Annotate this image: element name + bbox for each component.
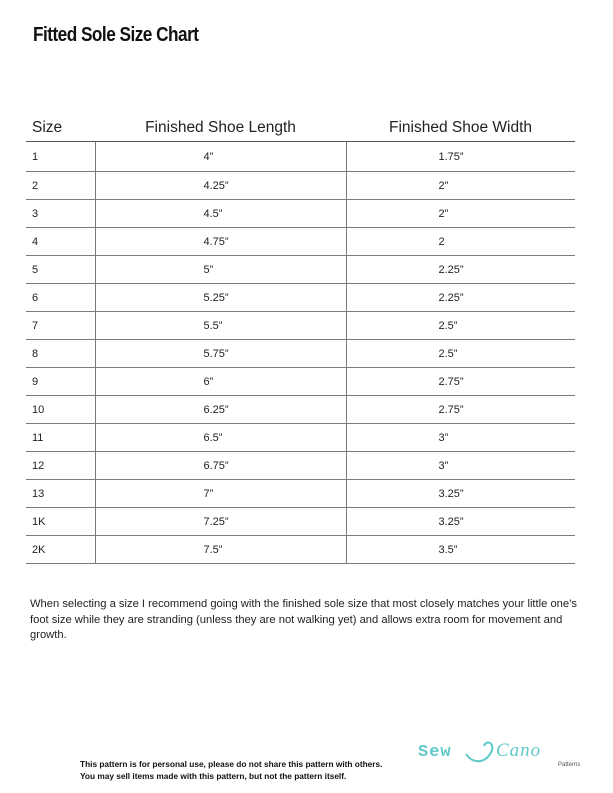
table-row	[26, 480, 575, 508]
width-cell: 1.75”	[346, 142, 575, 172]
width-cell: 3.5”	[346, 536, 575, 564]
logo-text-left: Sew	[418, 743, 452, 762]
table-row	[26, 200, 575, 228]
size-cell: 1K	[26, 508, 95, 536]
table-row	[26, 424, 575, 452]
size-cell: 4	[26, 228, 95, 256]
table-row	[26, 452, 575, 480]
size-cell: 2	[26, 172, 95, 200]
width-cell: 3”	[346, 424, 575, 452]
size-cell: 11	[26, 424, 95, 452]
table-row	[26, 312, 575, 340]
size-recommendation-note: When selecting a size I recommend going with the finished sole size that most closely matches your little one’s foot size while they are stranding (unless they are not walking yet) and allows extra room for movement and growth.	[30, 598, 578, 641]
size-chart-table	[26, 114, 575, 564]
table-row	[26, 256, 575, 284]
table-header-row	[26, 114, 575, 142]
size-cell: 13	[26, 480, 95, 508]
footer-line-selling: You may sell items made with this pattern, but not the pattern itself.	[80, 771, 347, 781]
length-cell: 5”	[95, 256, 346, 284]
length-cell: 7.5”	[95, 536, 346, 564]
size-cell: 8	[26, 340, 95, 368]
length-cell: 5.25”	[95, 284, 346, 312]
width-cell: 2	[346, 228, 575, 256]
width-cell: 2”	[346, 200, 575, 228]
footer-line-personal-use: This pattern is for personal use, please do not share this pattern with others.	[80, 759, 383, 769]
width-cell: 3.25”	[346, 480, 575, 508]
width-cell: 2”	[346, 172, 575, 200]
length-cell: 7”	[95, 480, 346, 508]
table-row	[26, 340, 575, 368]
size-cell: 12	[26, 452, 95, 480]
width-cell: 2.25”	[346, 284, 575, 312]
size-cell: 9	[26, 368, 95, 396]
width-cell: 3.25”	[346, 508, 575, 536]
size-cell: 7	[26, 312, 95, 340]
length-cell: 4”	[95, 142, 346, 172]
logo-subtitle: Patterns	[558, 762, 581, 768]
table-row	[26, 368, 575, 396]
length-cell: 6”	[95, 368, 346, 396]
length-cell: 5.5”	[95, 312, 346, 340]
width-cell: 2.75”	[346, 368, 575, 396]
size-cell: 10	[26, 396, 95, 424]
length-cell: 4.25”	[95, 172, 346, 200]
size-cell: 1	[26, 142, 95, 172]
table-row	[26, 508, 575, 536]
table-row	[26, 142, 575, 172]
table-body	[26, 142, 575, 564]
length-cell: 6.25”	[95, 396, 346, 424]
width-cell: 2.5”	[346, 340, 575, 368]
length-cell: 7.25”	[95, 508, 346, 536]
length-cell: 4.5”	[95, 200, 346, 228]
width-cell: 2.75”	[346, 396, 575, 424]
size-cell: 2K	[26, 536, 95, 564]
length-cell: 5.75”	[95, 340, 346, 368]
size-cell: 5	[26, 256, 95, 284]
length-cell: 6.5”	[95, 424, 346, 452]
column-header-width: Finished Shoe Width	[346, 114, 575, 142]
footer-notice	[80, 758, 382, 782]
width-cell: 2.5”	[346, 312, 575, 340]
page-title: Fitted Sole Size Chart	[33, 24, 199, 46]
table-row	[26, 172, 575, 200]
table-row	[26, 396, 575, 424]
size-cell: 3	[26, 200, 95, 228]
width-cell: 3”	[346, 452, 575, 480]
logo-text-right: Cano	[496, 740, 542, 761]
column-header-size: Size	[26, 114, 95, 142]
sew-cano-logo	[416, 732, 581, 772]
width-cell: 2.25”	[346, 256, 575, 284]
table-row	[26, 284, 575, 312]
size-cell: 6	[26, 284, 95, 312]
column-header-length: Finished Shoe Length	[95, 114, 346, 142]
length-cell: 4.75”	[95, 228, 346, 256]
table-row	[26, 536, 575, 564]
table-row	[26, 228, 575, 256]
logo-needle-swoosh	[466, 743, 492, 762]
length-cell: 6.75”	[95, 452, 346, 480]
